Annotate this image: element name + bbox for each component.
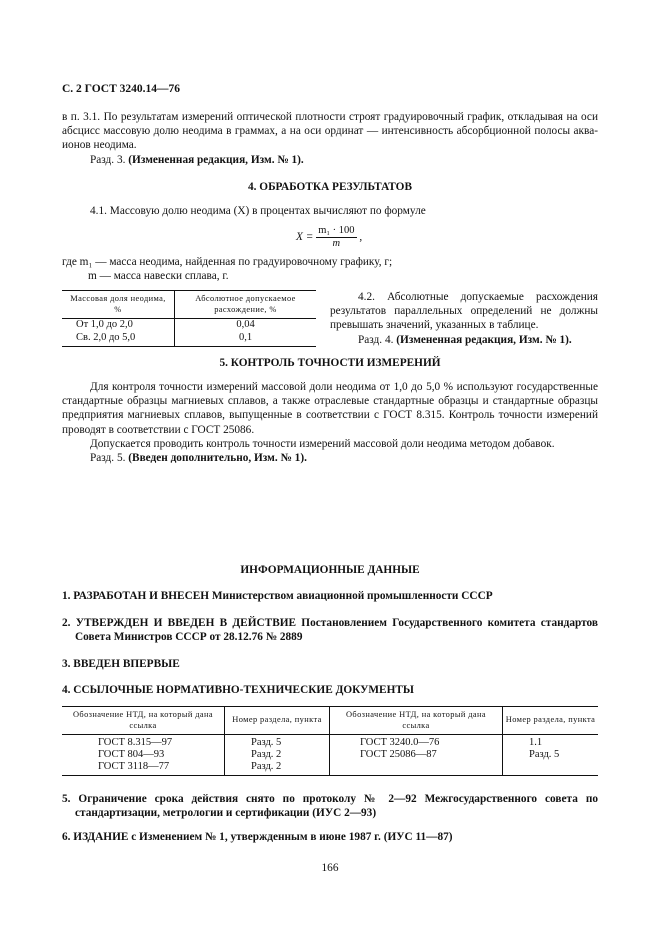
formula-fraction xyxy=(316,225,356,250)
intro-note: Разд. 3. (Измененная редакция, Изм. № 1). xyxy=(90,153,304,166)
info-item-5: 5. Ограничение срока действия снято по протоколу № 2—92 Межгосударственного совета по стандартизации, метрологии и сертификации (ИУС 2—93) xyxy=(62,793,598,820)
ref-header-1: Обозначение НТД, на который дана ссылка xyxy=(62,707,225,735)
info-item-1: 1. РАЗРАБОТАН И ВНЕСЕН Министерством авиационной промышленности СССР xyxy=(62,590,493,602)
ref-header-2: Номер раздела, пункта xyxy=(225,707,330,735)
tolerance-header-1: Массовая доля неодима, % xyxy=(62,291,175,319)
table-row: Св. 2,0 до 5,0 0,1 xyxy=(62,332,316,347)
intro-text: в п. 3.1. По результатам измерений оптической плотности строят градуировочный график, откладывая на оси абсцисс массовую долю неодима в граммах, а на оси ординат — интенсивность абсорбционной полосы аква-ионов неодима. xyxy=(62,111,598,152)
info-item-4: 4. ССЫЛОЧНЫЕ НОРМАТИВНО-ТЕХНИЧЕСКИЕ ДОКУМЕНТЫ xyxy=(62,684,414,696)
tolerance-table xyxy=(62,290,316,347)
info-item-6: 6. ИЗДАНИЕ с Изменением № 1, утвержденным в июне 1987 г. (ИУС 11—87) xyxy=(62,831,453,843)
tolerance-header-2: Абсолютное допускаемое расхождение, % xyxy=(175,291,317,319)
formula-lhs: X = xyxy=(296,231,314,244)
info-item-3: 3. ВВЕДЕН ВПЕРВЫЕ xyxy=(62,658,180,670)
table-row: ГОСТ 3118—77 Разд. 2 xyxy=(62,761,598,776)
formula-numerator: m₁ · 100 xyxy=(318,225,355,236)
section4-p2: 4.2. Абсолютные допускаемые расхождения результатов параллельных определений не должны превышать значений, указанных в таблице. xyxy=(330,291,598,332)
formula xyxy=(296,225,362,250)
info-item-2: 2. УТВЕРЖДЕН И ВВЕДЕН В ДЕЙСТВИЕ Постановлением Государственного комитета стандартов Совета Министров СССР от 28.12.76 № 2889 xyxy=(62,617,598,644)
section4-p1: 4.1. Массовую долю неодима (X) в процентах вычисляют по формуле xyxy=(90,205,426,217)
references-table xyxy=(62,706,598,776)
ref-header-3: Обозначение НТД, на который дана ссылка xyxy=(330,707,503,735)
section4-note: Разд. 4. (Измененная редакция, Изм. № 1). xyxy=(358,333,572,346)
ref-header-4: Номер раздела, пункта xyxy=(503,707,599,735)
table-row: ГОСТ 8.315—97 Разд. 5 ГОСТ 3240.0—76 1.1 xyxy=(62,735,598,750)
where-line-1: где m₁ — масса неодима, найденная по градуировочному графику, г; xyxy=(62,256,393,268)
info-title: ИНФОРМАЦИОННЫЕ ДАННЫЕ xyxy=(240,564,420,576)
page-number: 166 xyxy=(321,862,339,874)
section5-note: Разд. 5. (Введен дополнительно, Изм. № 1). xyxy=(90,452,307,465)
section5-p2: Допускается проводить контроль точности измерений массовой доли неодима методом добавок. xyxy=(90,437,555,450)
formula-tail: , xyxy=(359,231,363,244)
section4-title: 4. ОБРАБОТКА РЕЗУЛЬТАТОВ xyxy=(248,181,412,193)
formula-denominator: m xyxy=(332,238,341,249)
intro-paragraph xyxy=(62,110,598,167)
section4-p2-block xyxy=(330,290,598,347)
page-header: С. 2 ГОСТ 3240.14—76 xyxy=(62,83,181,95)
section5-title: 5. КОНТРОЛЬ ТОЧНОСТИ ИЗМЕРЕНИЙ xyxy=(219,357,441,369)
section5-p1: Для контроля точности измерений массовой доли неодима от 1,0 до 5,0 % используют государственные стандартные образцы магниевых сплавов, а также отраслевые стандартные образцы и стандартные образцы предприятия магниевых сплавов, выпущенные в соответствии с ГОСТ 8.315. Контроль точности измерений проводят в соответствии с ГОСТ 25086. xyxy=(62,381,598,436)
section5-body xyxy=(62,380,598,465)
table-row: ГОСТ 804—93 Разд. 2 ГОСТ 25086—87 Разд. 5 xyxy=(62,749,598,761)
table-row: От 1,0 до 2,0 0,04 xyxy=(62,319,316,332)
where-line-2: m — масса навески сплава, г. xyxy=(88,270,229,282)
